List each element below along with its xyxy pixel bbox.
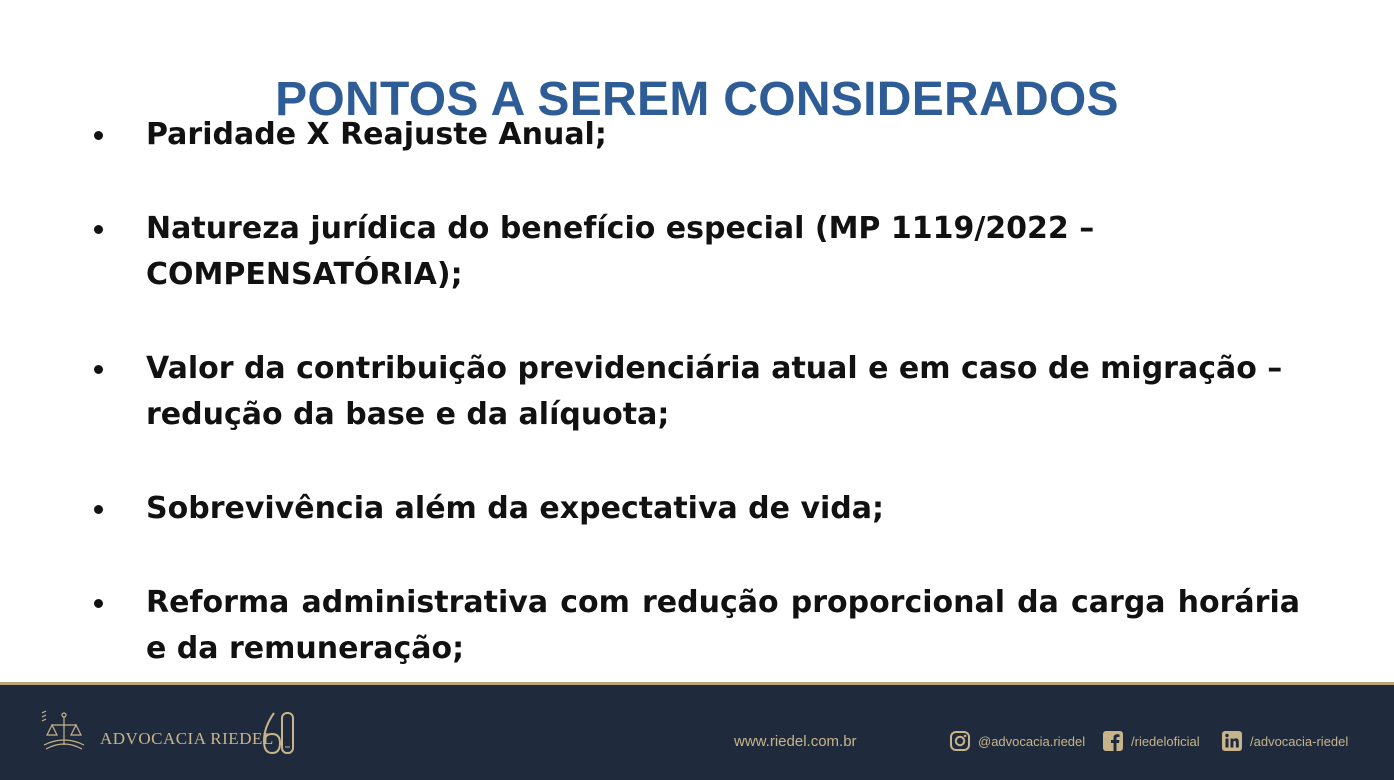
bullet-text: Natureza jurídica do benefício especial (MP 1119/2022 – COMPENSATÓRIA);	[146, 211, 1095, 292]
social-facebook[interactable]	[1102, 729, 1200, 753]
linkedin-handle: /advocacia-riedel	[1250, 733, 1349, 749]
bullet-dot-icon	[94, 225, 103, 234]
bullet-text: Reforma administrativa com redução proporcional da carga horária e da remuneração;	[146, 585, 1300, 666]
instagram-handle: @advocacia.riedel	[978, 733, 1086, 749]
bullet-text: Sobrevivência além da expectativa de vida;	[146, 491, 885, 526]
social-instagram[interactable]	[949, 729, 1085, 753]
linkedin-icon	[1221, 730, 1243, 752]
footer-bar	[0, 685, 1394, 780]
bullet-dot-icon	[94, 365, 103, 374]
bullet-dot-icon	[94, 131, 103, 140]
facebook-handle: /riedeloficial	[1131, 733, 1200, 749]
social-linkedin[interactable]	[1221, 729, 1348, 753]
anniversary-60-icon	[258, 707, 298, 763]
bullet-item	[146, 112, 1300, 158]
bullet-item	[146, 580, 1300, 672]
brand-name: ADVOCACIA RIEDEL	[100, 729, 274, 748]
bullet-item	[146, 206, 1300, 298]
bullet-item	[146, 486, 1300, 532]
bullet-text: Valor da contribuição previdenciária atual e em caso de migração – redução da base e da alíquota;	[146, 351, 1283, 432]
slide-title: PONTOS A SEREM CONSIDERADOS	[275, 73, 1119, 127]
bullet-item	[146, 346, 1300, 438]
facebook-icon	[1102, 730, 1124, 752]
website-link[interactable]: www.riedel.com.br	[734, 733, 857, 750]
bullet-text: Paridade X Reajuste Anual;	[146, 117, 607, 152]
bullet-dot-icon	[94, 505, 103, 514]
instagram-icon	[949, 730, 971, 752]
bullet-dot-icon	[94, 599, 103, 608]
law-firm-emblem-icon	[36, 705, 92, 761]
